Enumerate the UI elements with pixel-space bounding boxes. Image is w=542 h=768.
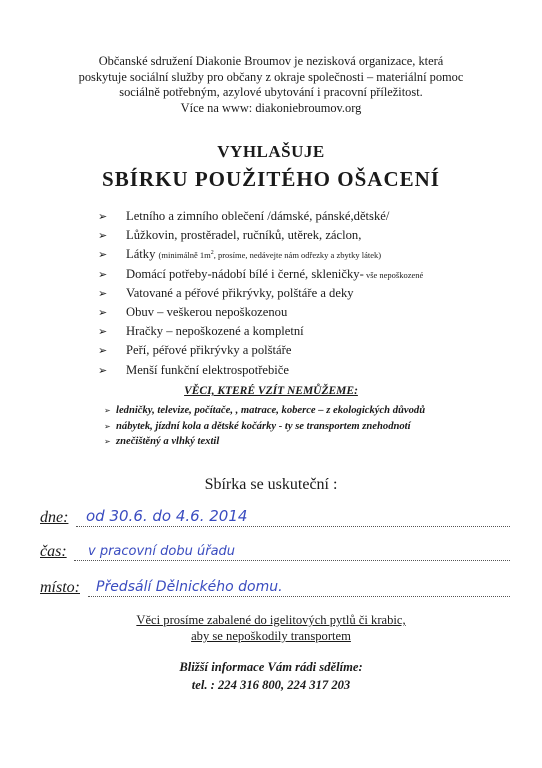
arrow-bullet-icon: ➢	[98, 363, 108, 377]
list-item	[98, 245, 518, 264]
packing-line-1: Věci prosíme zabalené do igelitových pytlů či krabic,	[136, 613, 406, 627]
item-text: Lůžkovin, prostěradel, ručníků, utěrek, záclon,	[126, 228, 362, 243]
date-value: od 30.6. do 4.6. 2014	[86, 507, 248, 525]
arrow-bullet-icon: ➢	[104, 421, 111, 431]
list-item	[98, 303, 518, 322]
announce-heading: VYHLAŠUJE	[217, 142, 325, 161]
accepted-items-list	[98, 207, 518, 380]
item-text: nábytek, jízdní kola a dětské kočárky - ty se transportem znehodnotí	[116, 420, 411, 432]
arrow-bullet-icon: ➢	[98, 248, 108, 262]
date-label: dne:	[40, 509, 69, 526]
arrow-bullet-icon: ➢	[104, 406, 111, 415]
intro-line-4: Více na www: diakoniebroumov.org	[180, 100, 362, 115]
packing-note	[0, 612, 542, 644]
date-field	[40, 505, 510, 529]
list-item	[104, 434, 524, 450]
info-heading: Bližší informace Vám rádi sdělíme:	[179, 660, 363, 674]
arrow-bullet-icon: ➢	[98, 267, 108, 281]
item-text: Hračky – nepoškozené a kompletní	[126, 324, 304, 339]
list-item	[98, 265, 518, 284]
time-line	[74, 560, 510, 561]
place-line	[88, 596, 510, 597]
list-item	[98, 207, 518, 226]
arrow-bullet-icon: ➢	[98, 210, 108, 223]
packing-line-2: aby se nepoškodily transportem	[191, 629, 351, 643]
list-item	[98, 226, 518, 245]
item-text: Letního a zimního oblečení /dámské, pánské,dětské/	[126, 209, 390, 223]
item-note: (minimálně $1m^2$, prosíme, nedávejte nám odřezky a zbytky látek)	[158, 250, 382, 261]
time-value: v pracovní dobu úřadu	[88, 544, 236, 559]
arrow-bullet-icon: ➢	[98, 325, 108, 339]
not-accepted-heading: VĚCI, KTERÉ VZÍT NEMŮŽEME:	[184, 385, 358, 397]
arrow-bullet-icon: ➢	[98, 344, 108, 358]
list-item	[98, 284, 518, 303]
list-item	[98, 361, 518, 380]
item-text: ledničky, televize, počítače, , matrace, koberce – z ekologických důvodů	[116, 405, 426, 416]
list-item	[98, 322, 518, 341]
arrow-bullet-icon: ➢	[98, 229, 108, 243]
not-accepted-list	[104, 403, 524, 450]
arrow-bullet-icon: ➢	[98, 286, 108, 300]
intro-line-3: sociálně potřebným, azylové ubytování i pracovní příležitost.	[119, 85, 423, 99]
collection-title: SBÍRKU POUŽITÉHO OŠACENÍ	[102, 167, 440, 191]
place-label: místo:	[40, 579, 80, 596]
list-item	[98, 341, 518, 360]
item-text: znečištěný a vlhký textil	[116, 436, 220, 447]
item-text: Vatované a péřové přikrývky, polštáře a deky	[126, 285, 354, 300]
intro-line-1: Občanské sdružení Diakonie Broumov je nezisková organizace, která	[98, 54, 444, 68]
list-item	[104, 403, 524, 419]
place-field	[40, 575, 510, 599]
time-field	[40, 539, 510, 563]
collection-heading: Sbírka se uskuteční :	[204, 476, 338, 493]
item-text: Látky	[126, 247, 156, 262]
time-label: čas:	[40, 543, 67, 560]
intro-paragraph	[40, 54, 502, 116]
date-line	[76, 526, 510, 527]
item-text: Peří, péřové přikrývky a polštáře	[126, 343, 292, 358]
item-text: Obuv – veškerou nepoškozenou	[126, 304, 288, 319]
arrow-bullet-icon: ➢	[98, 305, 108, 319]
item-note: vše nepoškozené	[363, 269, 424, 280]
intro-line-2: poskytuje sociální služby pro občany z okraje společnosti – materiální pomoc	[78, 69, 464, 84]
list-item	[104, 419, 524, 435]
arrow-bullet-icon: ➢	[104, 437, 111, 446]
phone-numbers: tel. : 224 316 800, 224 317 203	[191, 678, 351, 692]
item-text: Menší funkční elektrospotřebiče	[126, 362, 289, 377]
item-text: Domácí potřeby-nádobí bílé i černé, skleničky-	[126, 266, 364, 281]
place-value: Předsálí Dělnického domu.	[96, 579, 283, 595]
